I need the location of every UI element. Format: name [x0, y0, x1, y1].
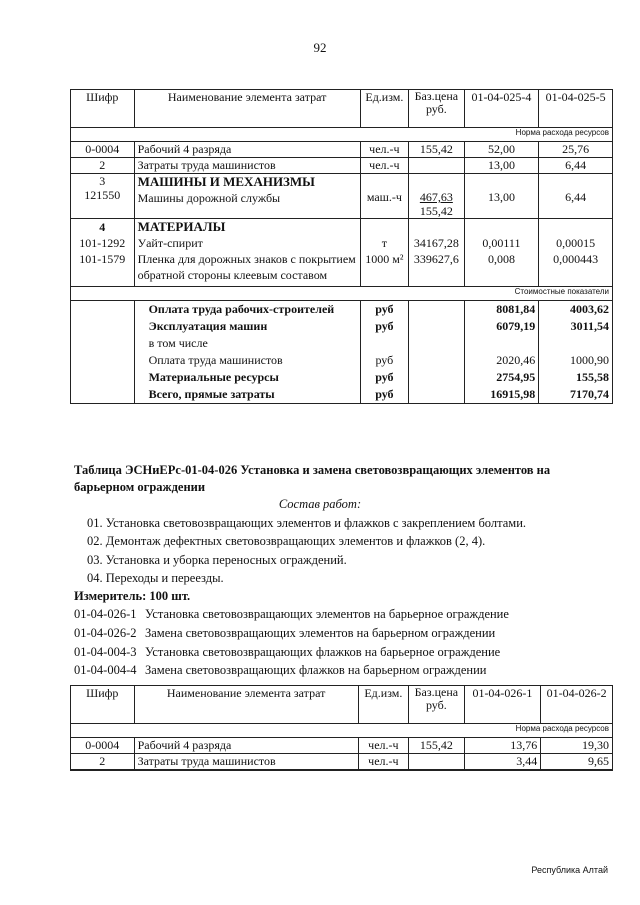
row-value-1: 52,00 — [464, 142, 539, 158]
work-item: 01. Установка световозвращающих элементов и флажков с закреплением болтами. — [87, 516, 527, 530]
cost-value-1: 2754,95 — [496, 370, 536, 384]
cost-unit: руб — [375, 387, 394, 401]
row-value-2: 9,65 — [541, 754, 613, 771]
row-code: 0-0004 — [71, 738, 135, 754]
work-item: 04. Переходы и переезды. — [87, 571, 224, 585]
cost-value-2: 3011,54 — [570, 319, 609, 333]
resource-table-1 — [70, 89, 613, 404]
row-value-1: 13,76 — [464, 738, 541, 754]
row-unit: чел.-ч — [358, 738, 408, 754]
row-unit: чел.-ч — [360, 158, 408, 174]
section-heading: МАТЕРИАЛЫ — [137, 219, 226, 234]
row-price: 339627,6 — [413, 252, 459, 266]
cost-unit: руб — [375, 302, 394, 316]
section-heading: МАШИНЫ И МЕХАНИЗМЫ — [137, 174, 315, 189]
row-price: 155,42 — [409, 142, 465, 158]
header-col1: 01-04-025-4 — [464, 90, 539, 128]
item-text: Установка световозвращающих флажков на барьерное ограждение — [145, 645, 501, 659]
works-heading: Состав работ: — [278, 497, 362, 511]
row-name: Рабочий 4 разряда — [134, 738, 358, 754]
row-value-2: 6,44 — [539, 158, 613, 174]
row-value-2: 0,000443 — [553, 252, 599, 266]
row-code: 121550 — [84, 188, 121, 202]
row-unit: чел.-ч — [360, 142, 408, 158]
item-code: 01-04-004-4 — [74, 663, 137, 677]
cost-value-1: 16915,98 — [490, 387, 536, 401]
work-item: 02. Демонтаж дефектных световозвращающих элементов и флажков (2, 4). — [87, 534, 486, 548]
resource-table-2 — [70, 685, 613, 771]
page-number: 92 — [313, 40, 327, 55]
cost-label: Стоимостные показатели — [71, 287, 613, 301]
footer-region: Республика Алтай — [531, 865, 608, 875]
table-row — [71, 142, 613, 158]
row-price: 34167,28 — [413, 236, 459, 250]
cost-name: Материальные ресурсы — [148, 370, 279, 384]
item-code: 01-04-026-1 — [74, 607, 137, 621]
row-code: 0-0004 — [71, 142, 135, 158]
row-price — [409, 754, 465, 771]
item-code: 01-04-026-2 — [74, 626, 137, 640]
cost-unit: руб — [375, 370, 394, 384]
row-value-2: 0,00015 — [556, 236, 596, 250]
cost-name: в том числе — [148, 336, 208, 350]
row-value-1: 0,008 — [487, 252, 515, 266]
item-code: 01-04-004-3 — [74, 645, 137, 659]
row-code: 3 — [99, 174, 106, 188]
cost-value-2: 1000,90 — [570, 353, 609, 367]
row-code: 101-1292 — [79, 236, 126, 250]
row-value-2: 6,44 — [539, 174, 613, 219]
header-col2: 01-04-026-2 — [541, 686, 613, 724]
row-price: 155,42 — [409, 738, 465, 754]
table-row — [71, 754, 613, 771]
row-unit: 1000 м² — [365, 252, 404, 266]
cost-value-2: 7170,74 — [570, 387, 609, 401]
header-code: Шифр — [71, 686, 135, 724]
header-col1: 01-04-026-1 — [464, 686, 541, 724]
meter: Измеритель: 100 шт. — [74, 589, 191, 603]
header-code: Шифр — [71, 90, 135, 128]
item-text: Установка световозвращающих элементов на барьерное ограждение — [145, 607, 509, 621]
table-title: Таблица ЭСНиЕРс-01-04-026 Установка и замена световозвращающих элементов на барьерном ограждении — [74, 463, 551, 494]
item-text: Замена световозвращающих элементов на барьерном ограждении — [145, 626, 496, 640]
cost-name: Оплата труда рабочих-строителей — [148, 302, 335, 316]
row-code: 4 — [99, 220, 106, 234]
cost-value-1: 2020,46 — [496, 353, 536, 367]
row-unit: т — [381, 236, 387, 250]
row-name: Рабочий 4 разряда — [134, 142, 360, 158]
cost-name: Эксплуатация машин — [148, 319, 268, 333]
cost-unit: руб — [375, 353, 394, 367]
cost-unit: руб — [375, 319, 394, 333]
header-name: Наименование элемента затрат — [134, 686, 358, 724]
cost-block — [71, 301, 613, 404]
header-base-price: Баз.цена руб. — [409, 686, 465, 724]
cost-value-2: 155,58 — [576, 370, 609, 384]
work-item: 03. Установка и уборка переносных ограждений. — [87, 553, 347, 567]
header-col2: 01-04-025-5 — [539, 90, 613, 128]
cost-unit — [364, 335, 405, 352]
row-code: 101-1579 — [79, 252, 126, 266]
row-unit: чел.-ч — [358, 754, 408, 771]
row-unit: маш.-ч — [360, 174, 408, 219]
row-value-2: 19,30 — [541, 738, 613, 754]
row-name: Затраты труда машинистов — [134, 158, 360, 174]
row-value-1: 3,44 — [464, 754, 541, 771]
cost-value-1: 6079,19 — [496, 319, 536, 333]
row-code: 2 — [71, 754, 135, 771]
row-price-secondary: 155,42 — [419, 204, 453, 218]
table-row — [71, 219, 613, 287]
cost-value-1 — [468, 335, 536, 352]
row-value-2: 25,76 — [539, 142, 613, 158]
cost-value-1: 8081,84 — [496, 302, 536, 316]
table-row — [71, 174, 613, 219]
table-row — [71, 158, 613, 174]
cost-name: Оплата труда машинистов — [148, 353, 283, 367]
header-unit: Ед.изм. — [358, 686, 408, 724]
cost-name: Всего, прямые затраты — [148, 387, 275, 401]
table-row — [71, 738, 613, 754]
cost-value-2 — [542, 335, 609, 352]
header-name: Наименование элемента затрат — [134, 90, 360, 128]
item-text: Замена световозвращающих флажков на барьерном ограждении — [145, 663, 487, 677]
row-name: Уайт-спирит — [137, 236, 203, 250]
header-unit: Ед.изм. — [360, 90, 408, 128]
header-base-price: Баз.цена руб. — [409, 90, 465, 128]
row-name: Затраты труда машинистов — [134, 754, 358, 771]
row-code: 2 — [71, 158, 135, 174]
row-name: Машины дорожной службы — [137, 191, 281, 205]
norm-label: Норма расхода ресурсов — [71, 128, 613, 142]
row-price: 467,63 — [419, 190, 453, 204]
row-name: Пленка для дорожных знаков с покрытием обратной стороны клеевым составом — [137, 252, 356, 282]
row-value-1: 0,00111 — [482, 236, 521, 250]
cost-value-2: 4003,62 — [570, 302, 609, 316]
row-value-1: 13,00 — [464, 174, 539, 219]
row-value-1: 13,00 — [464, 158, 539, 174]
norm-label: Норма расхода ресурсов — [71, 724, 613, 738]
row-price — [409, 158, 465, 174]
